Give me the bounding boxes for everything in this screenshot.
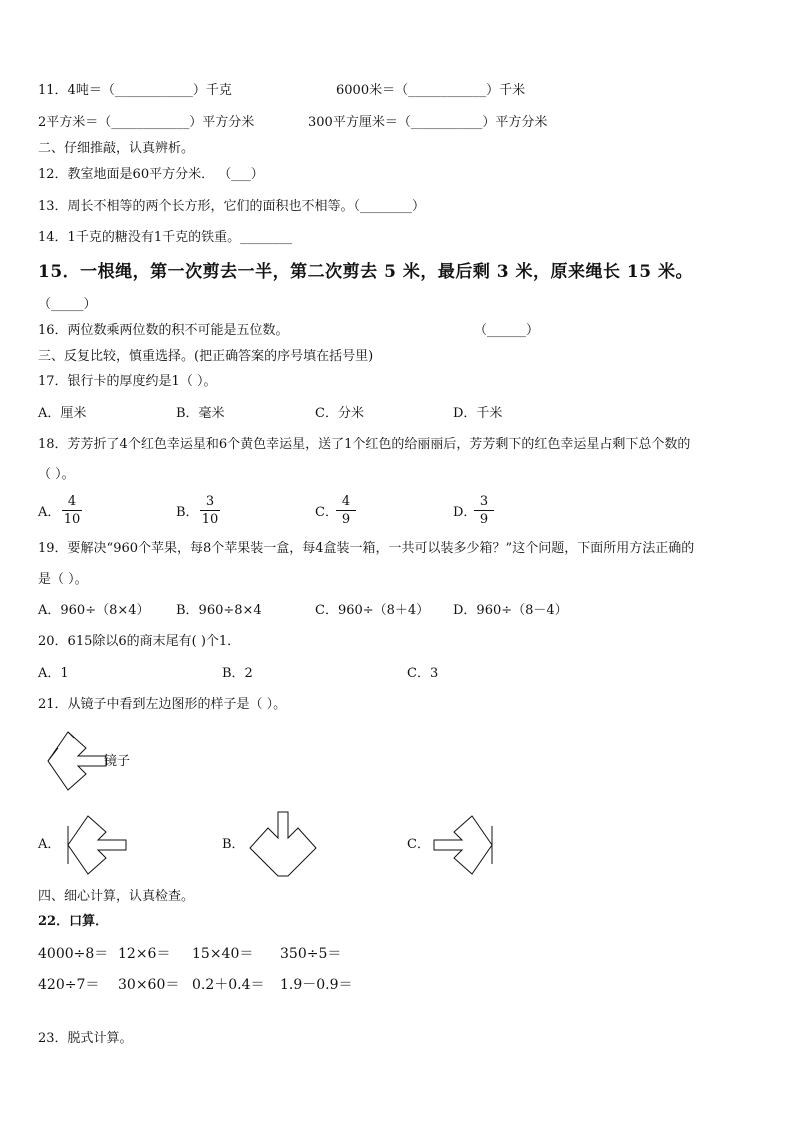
fraction-denominator: 10 [201,512,219,527]
q18-option-b-label[interactable]: B． [176,505,199,520]
section-3-heading: 三、反复比较，慎重选择。(把正确答案的序号填在括号里) [38,349,374,364]
q19-line1: 19．要解决“960个苹果，每8个苹果装一盒，每4盒装一箱，一共可以装多少箱？”这个问题，下面所用方法正确的 [38,541,695,556]
q21-option-a-label[interactable]: A． [38,837,61,852]
fraction-numerator: 4 [341,494,351,509]
q12: 12．教室地面是60平方分米． （___） [38,167,264,182]
q23-title: 23．脱式计算。 [38,1031,133,1046]
q20-text: 20．615除以6的商末尾有( )个1． [38,634,241,649]
q20-option-a[interactable]: A．1 [38,666,69,681]
q11-line1-left: 11．4吨＝（____________）千克 [38,83,232,98]
q22-row1-item4: 350÷5＝ [280,946,342,962]
fraction-numerator: 4 [67,494,77,509]
q22-row1-item2: 12×6＝ [118,946,171,962]
q22-row2-item1: 420÷7＝ [38,977,100,993]
q21-text: 21．从镜子中看到左边图形的样子是（ ）。 [38,697,287,712]
q14: 14．1千克的糖没有1千克的铁重。________ [38,230,293,245]
q20-option-c[interactable]: C．3 [407,666,439,681]
q18-option-c-label[interactable]: C． [315,505,338,520]
q16-text: 16．两位数乘两位数的积不可能是五位数。 [38,323,289,338]
section-4-heading: 四、细心计算，认真检查。 [38,889,195,904]
fraction-denominator: 9 [479,512,489,527]
q16-blank: （______） [474,323,540,338]
q19-option-d[interactable]: D．960÷（8－4） [453,603,568,618]
q19-option-a[interactable]: A．960÷（8×4） [38,603,150,618]
fraction-bar [200,510,220,511]
q22-row2-item3: 0.2＋0.4＝ [192,977,265,993]
q17-text: 17．银行卡的厚度约是1（ ）。 [38,374,217,389]
q17-option-d[interactable]: D．千米 [453,406,503,421]
original-arrow-figure [38,728,108,794]
q22-row2-item4: 1.9－0.9＝ [280,977,353,993]
fraction-numerator: 3 [205,494,215,509]
q22-row1-item3: 15×40＝ [192,946,254,962]
q21-option-b-label[interactable]: B． [222,837,245,852]
q18-option-d-fraction [474,494,494,527]
q19-option-c[interactable]: C．960÷（8＋4） [315,603,430,618]
q13: 13．周长不相等的两个长方形，它们的面积也不相等。（________） [38,199,426,214]
fraction-denominator: 9 [341,512,351,527]
q17-option-a[interactable]: A．厘米 [38,406,87,421]
q18-line1: 18．芳芳折了4个红色幸运星和6个黄色幸运星，送了1个红色的给丽丽后，芳芳剩下的红色幸运星占剩下总个数的 [38,437,691,452]
q22-row1-item1: 4000÷8＝ [38,946,109,962]
q22-title: 22．口算． [38,914,109,929]
fraction-numerator: 3 [479,494,489,509]
q11-line1-right: 6000米＝（____________）千米 [336,83,526,98]
q11-line2-left: 2平方米＝（____________）平方分米 [38,115,255,130]
q15-blank: （_____） [38,297,97,312]
left-arrow-shape [48,732,106,790]
q22-row2-item2: 30×60＝ [118,977,180,993]
q11-line2-right: 300平方厘米＝（___________）平方分米 [308,115,548,130]
q19-line2: 是（ ）。 [38,572,88,587]
q15-text: 15．一根绳，第一次剪去一半，第二次剪去 5 米，最后剩 3 米，原来绳长 15 米。 [38,262,693,282]
q17-option-c[interactable]: C．分米 [315,406,364,421]
arrow-edge [48,732,74,761]
q18-option-a-label[interactable]: A． [38,505,61,520]
option-c-arrow-figure[interactable] [428,812,498,878]
q18-option-b-fraction [200,494,220,527]
fraction-bar [62,510,82,511]
mirror-label: 镜子 [104,754,131,769]
left-arrow-shape [68,816,126,874]
option-b-arrow-figure[interactable] [244,810,320,878]
q18-option-a-fraction [62,494,82,527]
section-2-heading: 二、仔细推敲，认真辨析。 [38,141,195,156]
q18-option-d-label[interactable]: D． [453,505,477,520]
q17-option-b[interactable]: B．毫米 [176,406,225,421]
q19-option-b[interactable]: B．960÷8×4 [176,603,262,618]
q20-option-b[interactable]: B．2 [222,666,253,681]
down-arrow-shape [250,812,316,876]
fraction-bar [336,510,356,511]
q18-option-c-fraction [336,494,356,527]
fraction-bar [474,510,494,511]
q18-line2: （ ）。 [38,467,75,482]
option-a-arrow-figure[interactable] [62,812,132,878]
fraction-denominator: 10 [63,512,81,527]
right-arrow-shape [434,816,492,874]
q21-option-c-label[interactable]: C． [407,837,430,852]
